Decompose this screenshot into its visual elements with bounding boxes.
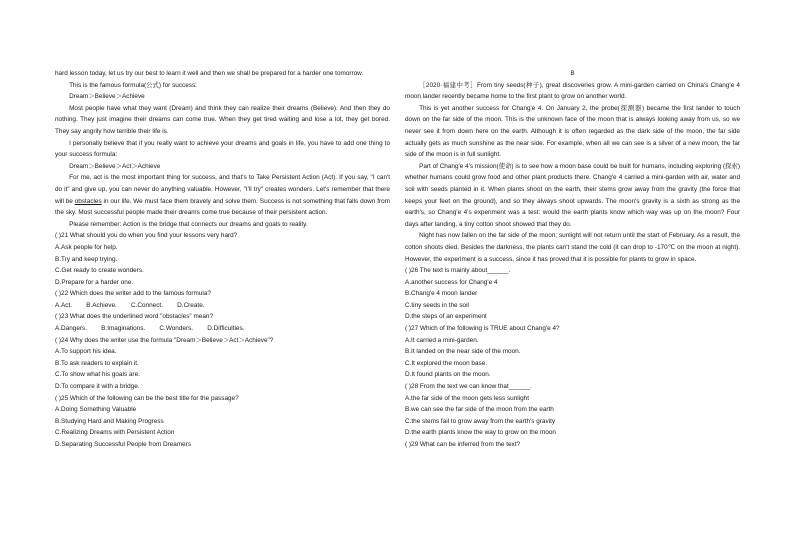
formula-1: Dream＞Believe＞Achieve — [69, 93, 145, 101]
option-25-c[interactable]: C.Realizing Dreams with Persistent Action — [55, 429, 175, 437]
option-26-b[interactable]: B.Chang'e 4 moon lander — [405, 290, 478, 298]
option-26-c[interactable]: C.tiny seeds in the soil — [405, 301, 469, 309]
option-25-d[interactable]: D.Separating Successful People from Dreamers — [55, 441, 192, 448]
paragraph-3: Part of Chang'e 4's mission(使命) is to see how a moon base could be built for humans, including exploring (探索) whether humans could grow food and other plant products there. Chang'e 4 carried a mini-garden with air, water and soil with seeds planted in it. When plants shoot on the earth, their stems grow away from the gravity (the force that keeps your feet on the ground), and so they always shoot upwards. The moon's gravity is a sixth as strong as the earth's, so Chang'e 4's experiment was a test: would the earth plants know which way was up on the moon? Four days after landing, a tiny cotton shoot showed that they do. — [405, 162, 740, 228]
paragraph-for-me-part1: For me, act is the most important thing for success, and that's to Take Persistent Action (Act). If you say, "I can't do it" and give up, you can never do anything valuable. However, "I'll try" creates wonders. Let's remember that there will be — [55, 174, 390, 205]
paragraph-most-people: Most people have what they want (Dream) and think they can realize their dreams (Believe). And then they do nothing. They just imagine their dreams can come true. When they get tired waiting and lose a lot, they get bored. They say angrily how terrible their life is. — [55, 104, 390, 135]
left-column — [55, 68, 390, 451]
question-27: ( )27 Which of the following is TRUE about Chang'e 4? — [405, 325, 560, 333]
option-24-b[interactable]: B.To ask readers to explain it. — [55, 359, 139, 367]
question-21: ( )21 What should you do when you find your lessons very hard? — [55, 232, 238, 240]
passage-intro: hard lesson today, let us try our best to learn it well and then we shall be prepared for a harder one tomorrow. — [55, 70, 364, 77]
paragraph-4: Night has now fallen on the far side of the moon; sunlight will not return until the start of February. As a result, the cotton shoots died. Besides the darkness, the plants can't stand the cold (it can drop to -170℃ on the moon at night). However, the experiment is a success, since it has proved that it is possible for plants to grow in space. — [405, 232, 740, 263]
section-heading: B — [570, 70, 575, 77]
option-28-d[interactable]: D.the earth plants know the way to grow on the moon — [405, 429, 556, 437]
formula-2: Dream＞Believe＞Act＞Achieve — [69, 162, 161, 170]
option-25-b[interactable]: B.Studying Hard and Making Progress — [55, 417, 164, 425]
right-column — [405, 68, 740, 451]
option-28-b[interactable]: B.we can see the far side of the moon from the earth — [405, 406, 554, 414]
option-21-c[interactable]: C.Get ready to create wonders. — [55, 267, 144, 275]
option-24-a[interactable]: A.To support his idea. — [55, 348, 117, 356]
underlined-word: obstacles — [74, 197, 102, 205]
option-25-a[interactable]: A.Doing Something Valuable — [55, 406, 137, 414]
option-26-d[interactable]: D.the steps of an experiment — [405, 313, 487, 321]
option-24-c[interactable]: C.To show what his goals are. — [55, 371, 140, 379]
question-23: ( )23 What does the underlined word "obstacles" mean? — [55, 313, 213, 321]
paragraph-for-me-part2: in our life. We must face them bravely and solve them. Success is not something that falls down from the sky. Most successful people made their dreams come true because of their persistent action. — [55, 197, 390, 217]
option-24-d[interactable]: D.To compare it with a bridge. — [55, 383, 140, 391]
option-21-b[interactable]: B.Try and keep trying. — [55, 255, 118, 263]
question-29: ( )29 What can be inferred from the text? — [405, 441, 521, 448]
question-22: ( )22 Which does the writer add to the famous formula? — [55, 290, 211, 298]
option-21-a[interactable]: A.Ask people for help. — [55, 243, 118, 251]
paragraph-2: This is yet another success for Chang'e 4. On January 2, the probe(探测器) became the first lander to touch down on the far side of the moon. This is the unknown face of the moon that is always looking away from us, so we never see it from down here on the earth. Although it is often regarded as the dark side of the moon, the far side actually gets as much sunshine as the near side. For example, when all we can see is a silver of a new moon, the far side of the moon is in full sunlight. — [405, 104, 740, 159]
question-25: ( )25 Which of the following can be the best title for the passage? — [55, 394, 239, 402]
paragraph-for-me — [55, 172, 390, 218]
option-27-a[interactable]: A.It carried a mini-garden. — [405, 336, 479, 344]
option-28-c[interactable]: C.the stems fail to grow away from the earth's gravity — [405, 417, 556, 425]
option-27-d[interactable]: D.It found plants on the moon. — [405, 371, 491, 379]
question-26: ( )26 The text is mainly about______. — [405, 267, 511, 275]
paragraph-1: ［2020·福建中考］From tiny seeds(种子), great discoveries grow. A mini-garden carried on China's Chang'e 4 moon lander recently became home to the first plant to grow on another world. — [405, 81, 740, 101]
option-28-a[interactable]: A.the far side of the moon gets less sunlight — [405, 394, 529, 402]
option-27-b[interactable]: B.It landed on the near side of the moon. — [405, 348, 521, 356]
options-23[interactable]: A.Dangers. B.Imaginations. C.Wonders. D.Difficulties. — [55, 325, 245, 333]
question-24: ( )24 Why does the writer use the formula "Dream＞Believe＞Act＞Achieve"? — [55, 336, 274, 344]
paragraph-believe: I personally believe that if you really want to achieve your dreams and goals in life, you have to add one thing to your success formula: — [55, 139, 390, 159]
formula-intro: This is the famous formula(公式) for success: — [69, 81, 197, 89]
paragraph-remember: Please remember: Action is the bridge that connects our dreams and goals to reality. — [69, 220, 308, 228]
options-22[interactable]: A.Act. B.Achieve. C.Connect. D.Create. — [55, 301, 205, 309]
option-27-c[interactable]: C.It explored the moon base. — [405, 359, 488, 367]
question-28: ( )28 From the text we can know that______. — [405, 383, 532, 391]
option-26-a[interactable]: A.another success for Chang'e 4 — [405, 278, 498, 286]
option-21-d[interactable]: D.Prepare for a harder one. — [55, 278, 134, 286]
